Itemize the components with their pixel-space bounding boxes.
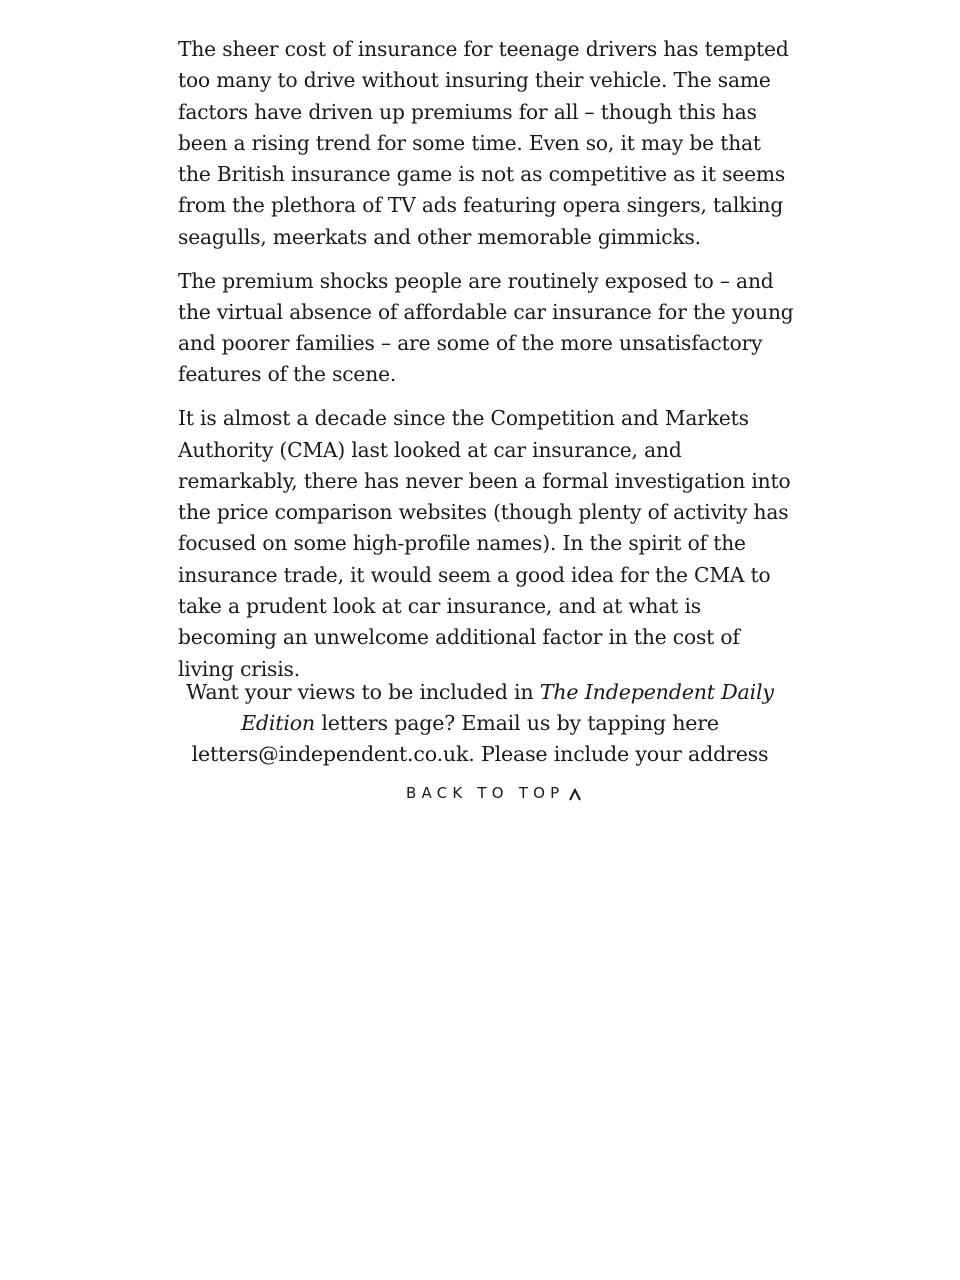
back-to-top-label: BACK TO TOP xyxy=(406,784,565,802)
letters-cta-middle: letters page? Email us by tapping here xyxy=(315,710,719,735)
article-paragraph: The premium shocks people are routinely exposed to – and the virtual absence of affordable car insurance for the young and poorer families – are some of the more unsatisfactory features of the scene. xyxy=(178,268,794,387)
letters-cta xyxy=(150,677,810,769)
email-link[interactable]: letters@independent.co.uk xyxy=(191,741,469,766)
article-body xyxy=(178,34,794,697)
article-paragraph: It is almost a decade since the Competition and Markets Authority (CMA) last looked at car insurance, and remarkably, there has never been a formal investigation into the price comparison websites (though plenty of activity has focused on some high-profile names). In the spirit of the insurance trade, it would seem a good idea for the CMA to take a prudent look at car insurance, and at what is becoming an unwelcome additional factor in the cost of living crisis. xyxy=(178,406,791,681)
letters-cta-prefix: Want your views to be included in xyxy=(186,680,540,704)
article-paragraph: The sheer cost of insurance for teenage drivers has tempted too many to drive without insuring their vehicle. The same factors have driven up premiums for all – though this has been a rising trend for some time. Even so, it may be that the British insurance game is not as competitive as it seems from the plethora of TV ads featuring opera singers, talking seagulls, meerkats and other memorable gimmicks. xyxy=(178,37,789,249)
letters-cta-suffix: . Please include your address xyxy=(468,741,769,766)
caret-up-icon xyxy=(568,788,582,802)
publication-name: The Independent Daily Edition xyxy=(241,680,774,735)
back-to-top-button[interactable] xyxy=(406,784,582,802)
